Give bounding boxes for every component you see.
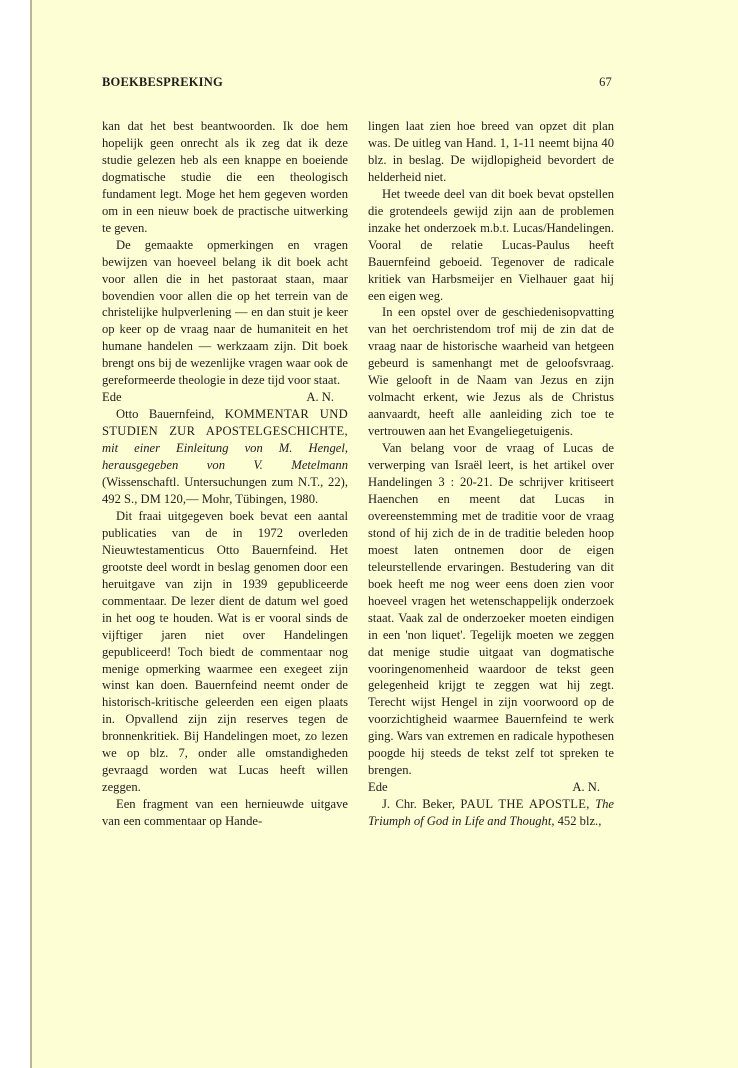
review-signature <box>102 389 334 406</box>
signature-place: Ede <box>102 390 122 405</box>
left-column <box>102 118 348 830</box>
right-column <box>368 118 614 830</box>
review-book-title: PAUL THE APOSTLE, <box>460 797 590 812</box>
review-subtitle: mit einer Einleitung von M. Hengel, herausgegeben von V. Metelmann <box>102 441 348 473</box>
paragraph: De gemaakte opmerkingen en vragen bewijzen van hoeveel belang ik dit boek acht voor allen die in het pastoraat staan, maar bovendien voor allen die op het terrein van de christelijke hulpverlening — en dan stuit je keer op keer op de vraag naar de humaniteit en het humane handelen — werkzaam zijn. Dit boek brengt ons bij de wezenlijke vragen waar ook de gereformeerde theologie in deze tijd voor staat. <box>102 237 348 388</box>
review-subtitle: The Triumph of God in Life and Thought, <box>368 797 614 829</box>
paragraph: Dit fraai uitgegeven boek bevat een aantal publicaties van de in 1972 overleden Nieuwtestamenticus Otto Bauernfeind. Het grootste deel wordt in beslag genomen door een heruitgave van zijn in 1939 gepubliceerde commentaar. De lezer dient de datum wel goed in het oog te houden. Wat is er vooral sinds de vijftiger jaren niet over Handelingen gepubliceerd! Toch biedt de commentaar nog menige opmerking waarmee een exegeet zijn winst kan doen. Bauernfeind neemt onder de historisch-kritische geleerden een eigen plaats in. Opvallend zijn zijn reserves tegen de bronnenkritiek. Bij Handelingen moet, zo lezen we op blz. 7, onder alle omstandigheden gevraagd worden wat Lucas heeft willen zeggen. <box>102 508 348 795</box>
paragraph: Het tweede deel van dit boek bevat opstellen die grotendeels gewijd zijn aan de problemen inzake het onderzoek m.b.t. Lucas/Handelingen. Vooral de relatie Lucas-Paulus heeft Bauernfeind geboeid. Tegenover de radicale kritiek van Harbsmeijer en Vielhauer gaat hij een eigen weg. <box>368 186 614 303</box>
review-book-title: KOMMENTAR UND STUDIEN ZUR APOSTELGESCHICHTE, <box>102 407 348 439</box>
paragraph: kan dat het best beantwoorden. Ik doe hem hopelijk geen onrecht als ik zeg dat ik deze studie gelezen heb als een knappe en boeiende dogmatische studie die een theologisch fundament legt. Moge het hem gegeven worden om in een nieuw boek de practische uitwerking te geven. <box>102 119 348 235</box>
signature-initials: A. N. <box>306 390 334 405</box>
review-author: Otto Bauernfeind, <box>116 407 225 422</box>
page-number: 67 <box>599 75 612 89</box>
paragraph: Een fragment van een hernieuwde uitgave van een commentaar op Hande- <box>102 797 348 829</box>
running-title: BOEKBESPREKING <box>102 75 223 89</box>
paragraph: Van belang voor de vraag of Lucas de verwerping van Israël leert, is het artikel over Handelingen 3 : 20-21. De schrijver kritiseert Haenchen en meent dat Lucas in overeenstemming met de traditie voor de vraag stond of hij zich de in de traditie beleden hoop moest laten ontnemen door de eigen teleurstellende ervaringen. Bestudering van dit boek heeft me nog weer eens doen zien voor hoeveel vragen het wetenschappelijk onderzoek staat. Vaak zal de onderzoeker moeten eindigen in een 'non liquet'. Tegelijk moeten we zeggen dat menige studie uitgaat van dogmatische vooringenomenheid waardoor de tekst geen gelegenheid krijgt te zeggen wat hij zegt. Terecht wijst Hengel in zijn voorwoord op de voorzichtigheid waarmee Bauernfeind te werk ging. Wars van extremen en radicale hypothesen poogde hij steeds de tekst zelf tot spreken te brengen. <box>368 441 614 778</box>
review-author: J. Chr. Beker, <box>382 797 461 812</box>
paragraph: In een opstel over de geschiedenisopvatting van het oerchristendom trof mij de zin dat de vraag naar de historische waarheid van hetgeen gebeurd is samenhangt met de geloofsvraag. Wie gelooft in de Naam van Jezus en zijn volmacht erkent, wie Jezus als de Christus aanvaardt, heeft alle aanleiding zich toe te vertrouwen aan het Evangeliegetuigenis. <box>368 305 614 439</box>
scan-edge <box>30 0 32 1068</box>
signature-place: Ede <box>368 780 388 795</box>
signature-initials: A. N. <box>572 780 600 795</box>
paragraph: lingen laat zien hoe breed van opzet dit plan was. De uitleg van Hand. 1, 1-11 neemt bijna 40 blz. in beslag. De wijdlopigheid bevordert de helderheid niet. <box>368 119 614 184</box>
review-signature <box>368 779 600 796</box>
review-heading <box>102 406 348 508</box>
review-details: 452 blz., <box>554 814 602 829</box>
review-heading <box>368 796 614 830</box>
review-details: (Wissenschaftl. Untersuchungen zum N.T., 22), 492 S., DM 120,— Mohr, Tübingen, 1980. <box>102 475 348 506</box>
